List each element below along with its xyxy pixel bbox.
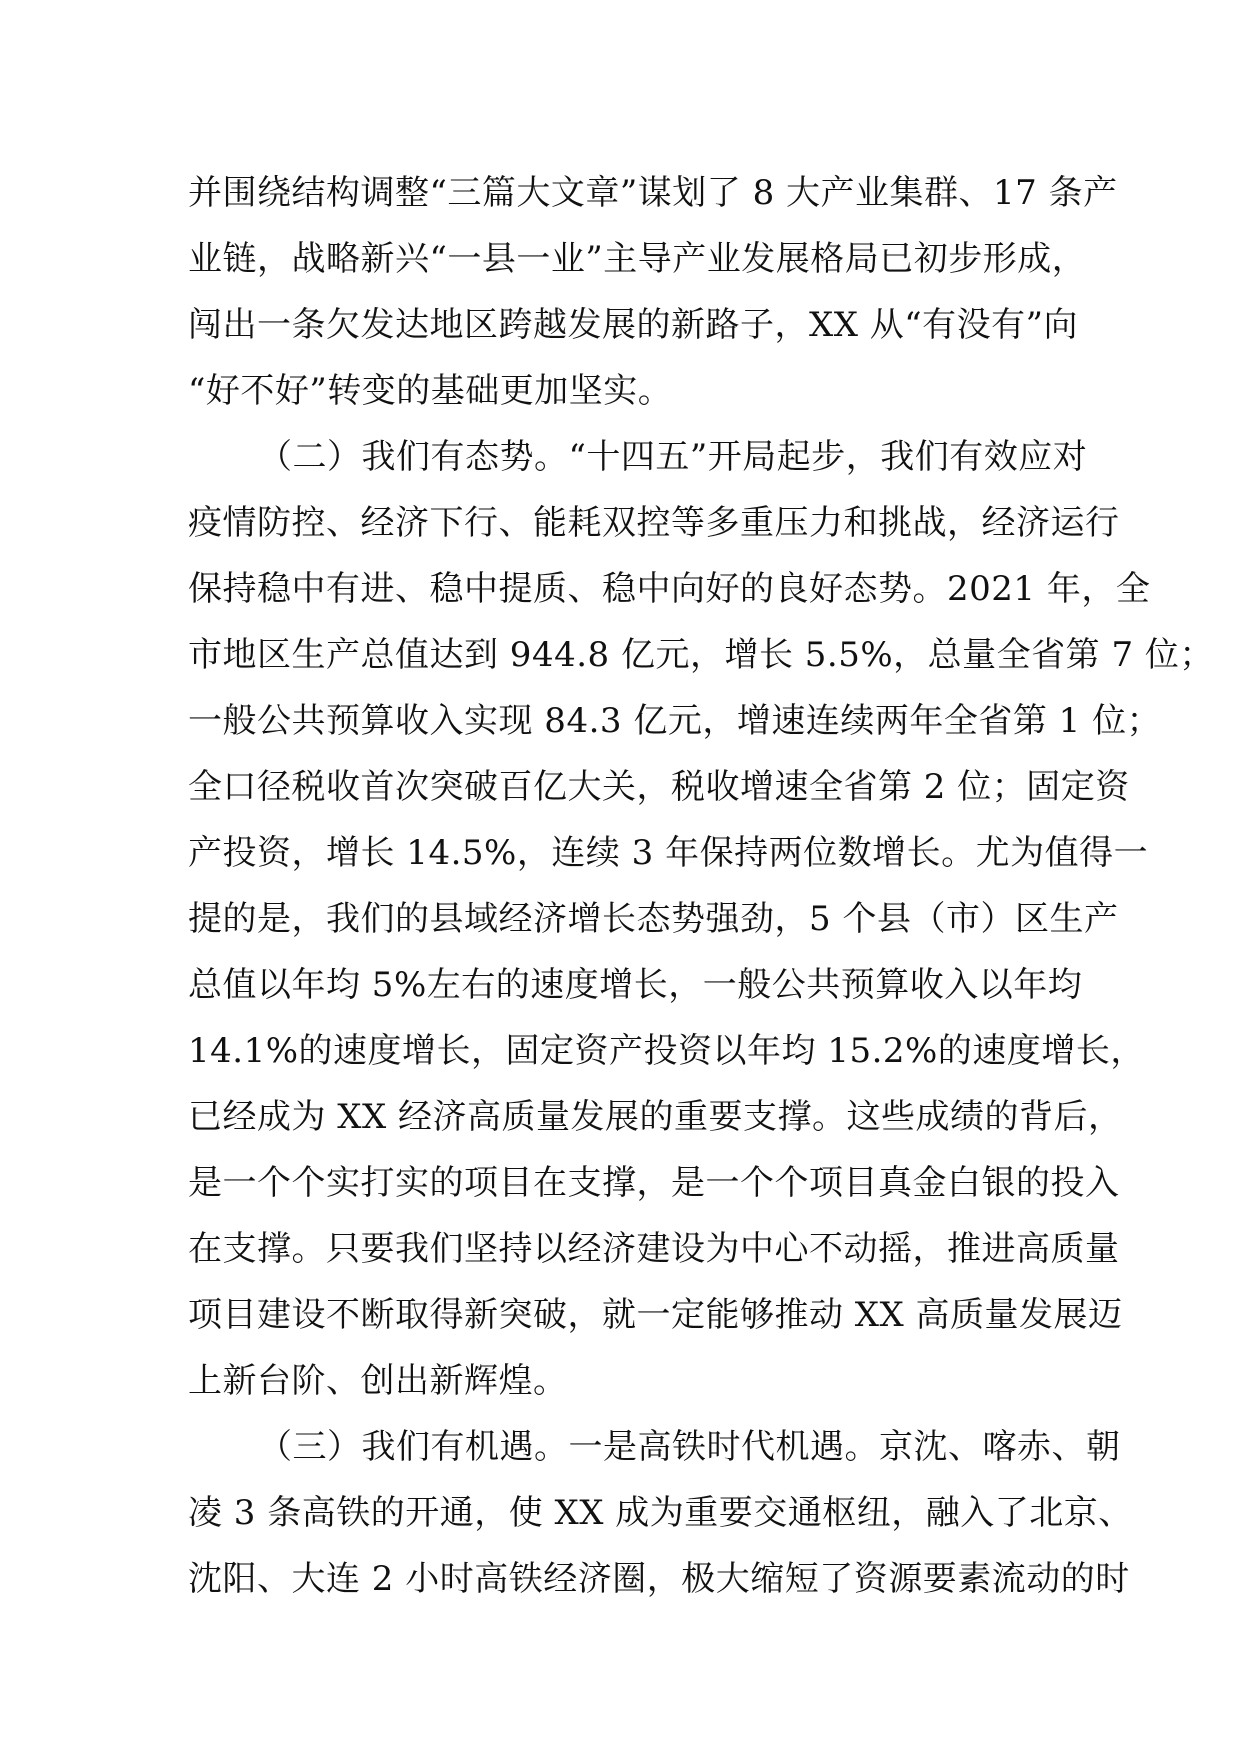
- text-line: 一般公共预算收入实现 84.3 亿元，增速连续两年全省第 1 位；: [188, 701, 1162, 741]
- text-line: 项目建设不断取得新突破，就一定能够推动 XX 高质量发展迈: [188, 1295, 1123, 1335]
- paragraph-heading-line: （二）我们有态势。“十四五”开局起步，我们有效应对: [258, 437, 1088, 477]
- text-line: 在支撑。只要我们坚持以经济建设为中心不动摇，推进高质量: [188, 1229, 1120, 1269]
- text-line: 上新台阶、创出新辉煌。: [188, 1361, 568, 1401]
- text-line: 提的是，我们的县域经济增长态势强劲，5 个县（市）区生产: [188, 899, 1119, 939]
- text-line: 已经成为 XX 经济高质量发展的重要支撑。这些成绩的背后，: [188, 1097, 1123, 1137]
- text-line: 市地区生产总值达到 944.8 亿元，增长 5.5%，总量全省第 7 位；: [188, 635, 1214, 675]
- text-line: 14.1%的速度增长，固定资产投资以年均 15.2%的速度增长，: [188, 1031, 1145, 1071]
- text-line: 闯出一条欠发达地区跨越发展的新路子，XX 从“有没有”向: [188, 305, 1078, 345]
- text-line: 凌 3 条高铁的开通，使 XX 成为重要交通枢纽，融入了北京、: [188, 1493, 1133, 1533]
- text-line: 并围绕结构调整“三篇大文章”谋划了 8 大产业集群、17 条产: [188, 173, 1118, 213]
- body-text: [188, 160, 1214, 1612]
- text-line: 全口径税收首次突破百亿大关，税收增速全省第 2 位；固定资: [188, 767, 1130, 807]
- paragraph-heading-line: （三）我们有机遇。一是高铁时代机遇。京沈、喀赤、朝: [258, 1427, 1121, 1467]
- text-line: 是一个个实打实的项目在支撑，是一个个项目真金白银的投入: [188, 1163, 1120, 1203]
- text-line: 产投资，增长 14.5%，连续 3 年保持两位数增长。尤为值得一: [188, 833, 1149, 873]
- text-line: 沈阳、大连 2 小时高铁经济圈，极大缩短了资源要素流动的时: [188, 1559, 1130, 1599]
- text-line: “好不好”转变的基础更加坚实。: [188, 371, 673, 411]
- text-line: 总值以年均 5%左右的速度增长，一般公共预算收入以年均: [188, 965, 1083, 1005]
- text-line: 疫情防控、经济下行、能耗双控等多重压力和挑战，经济运行: [188, 503, 1120, 543]
- text-line: 保持稳中有进、稳中提质、稳中向好的良好态势。2021 年，全: [188, 569, 1151, 609]
- text-line: 业链，战略新兴“一县一业”主导产业发展格局已初步形成，: [188, 239, 1087, 279]
